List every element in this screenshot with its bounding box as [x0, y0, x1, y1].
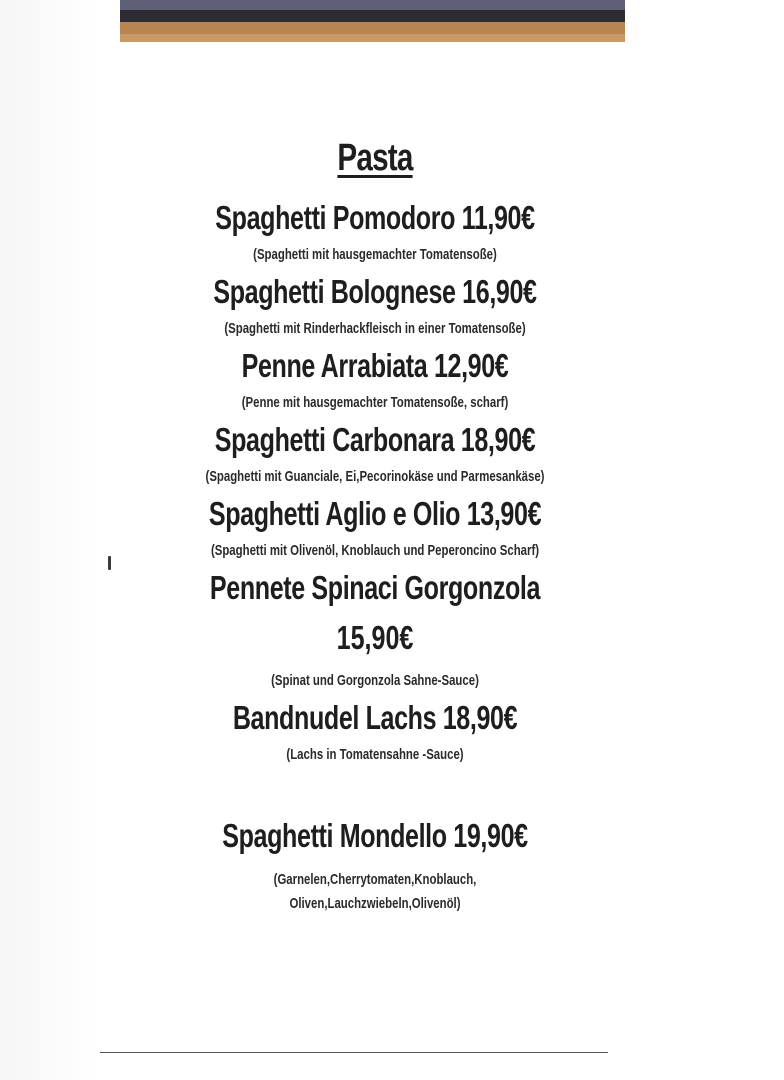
section-title: Pasta: [337, 137, 413, 179]
menu-item-name: Spaghetti Carbonara 18,90€: [214, 421, 536, 458]
menu-item-description-line: (Garnelen,Cherrytomaten,Knoblauch,: [273, 871, 477, 888]
scan-artifact: [108, 556, 111, 570]
menu-item-name: Spaghetti Bolognese 16,90€: [213, 273, 537, 310]
menu-item-name: Spaghetti Pomodoro 11,90€: [215, 199, 535, 236]
bottom-divider: [100, 1052, 608, 1053]
menu-item-description: (Lachs in Tomatensahne -Sauce): [286, 746, 464, 763]
menu-item-description: (Spaghetti mit Olivenöl, Knoblauch und Peperoncino Scharf): [210, 542, 540, 559]
menu-item-description: (Spinat und Gorgonzola Sahne-Sauce): [271, 672, 479, 689]
menu-item-description-line: Oliven,Lauchzwiebeln,Olivenöl): [289, 895, 461, 912]
band-stripe-dark: [120, 10, 625, 22]
menu-item-name: Spaghetti Mondello 19,90€: [222, 817, 528, 854]
spacer: [150, 858, 600, 868]
band-stripe-grey: [120, 0, 625, 10]
pasta-menu: [150, 130, 600, 916]
menu-item-description: (Spaghetti mit Rinderhackfleisch in einer Tomatensoße): [224, 320, 526, 337]
header-color-band: [120, 0, 625, 42]
menu-item-name: Bandnudel Lachs 18,90€: [232, 699, 518, 736]
menu-item-description: (Spaghetti mit Guanciale, Ei,Pecorinokäse und Parmesankäse): [205, 468, 545, 485]
spacer: [150, 770, 600, 814]
menu-item-name: Pennete Spinaci Gorgonzola: [209, 569, 541, 606]
menu-item-description: (Spaghetti mit hausgemachter Tomatensoße): [253, 246, 497, 263]
menu-item-price: 15,90€: [336, 619, 414, 656]
band-stripe-copper-light: [120, 34, 625, 42]
menu-item-name: Spaghetti Aglio e Olio 13,90€: [208, 495, 542, 532]
menu-item-name: Penne Arrabiata 12,90€: [241, 347, 509, 384]
menu-item-description: (Penne mit hausgemachter Tomatensoße, scharf): [241, 394, 509, 411]
scan-edge-shadow: [0, 0, 100, 1080]
